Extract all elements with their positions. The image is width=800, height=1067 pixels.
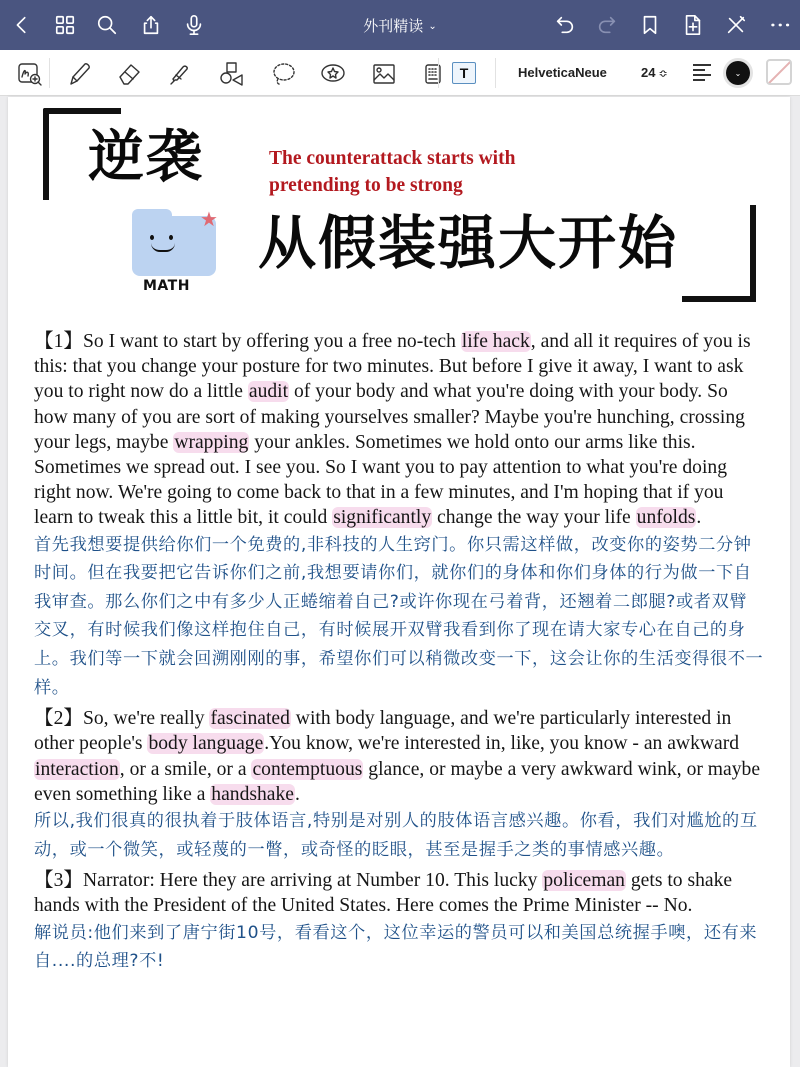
- text-segment: change the way your life: [432, 507, 636, 529]
- highlighted-vocabulary[interactable]: wrapping: [174, 431, 249, 453]
- highlighted-vocabulary[interactable]: significantly: [333, 507, 432, 529]
- paragraph-3: [34, 868, 764, 976]
- article-content: [34, 329, 764, 980]
- highlighted-vocabulary[interactable]: audit: [248, 381, 289, 403]
- highlighted-vocabulary[interactable]: fascinated: [210, 708, 290, 730]
- text-segment: glance, or maybe a very awkward wink, or maybe even something like a: [34, 758, 761, 805]
- image-tool-icon[interactable]: [370, 60, 398, 88]
- highlighted-vocabulary[interactable]: policeman: [543, 870, 625, 892]
- text-segment: So, we're really: [82, 708, 210, 730]
- text-color-picker[interactable]: [726, 61, 750, 85]
- chinese-translation: 首先我想要提供给你们一个免费的,非科技的人生窍门。你只需这样做，改变你的姿势二分钟时间。但在我要把它告诉你们之前,我想要请你们，就你们的身体和你们身体的行为做一下自我审查。那么你们之中有多少人正蜷缩着自己?或许你现在弓着背，还翘着二郎腿?或者双臂交叉，有时候我们像这样抱住自己，有时候展开双臂我看到你了现在请大家专心在自己的身上。我们等一下就会回溯刚刚的事，希望你们可以稍微改变一下，这会让你的生活变得很不一样。: [34, 534, 764, 698]
- eye-icon: [150, 235, 154, 240]
- english-text: [34, 868, 764, 918]
- chevron-down-icon: ⌄: [428, 21, 437, 32]
- highlighted-vocabulary[interactable]: life hack: [461, 331, 530, 352]
- sticker-tool-icon[interactable]: [319, 60, 347, 88]
- text-segment: .: [696, 507, 702, 529]
- toolbar-divider: [438, 58, 439, 88]
- chinese-translation: 解说员:他们来到了唐宁街10号，看看这个，这位幸运的警员可以和美国总统握手噢，还有来自....的总理?不!: [34, 922, 758, 972]
- text-segment: So I want to start by offering you a free no-tech: [82, 331, 461, 352]
- highlighted-vocabulary[interactable]: handshake: [211, 783, 294, 805]
- corner-bracket-bottom-right: [682, 205, 756, 302]
- text-segment: gets to shake hands with the President of the United States. Here comes the Prime Minister -- No.: [34, 870, 733, 917]
- highlighter-tool-icon[interactable]: [166, 60, 194, 88]
- text-align-icon[interactable]: [693, 64, 711, 80]
- title-chinese-secondary: 从假装强大开始: [258, 209, 679, 277]
- keyboard-tool-icon[interactable]: [419, 60, 447, 88]
- document-title[interactable]: [0, 15, 800, 36]
- font-size-value: 24: [641, 65, 656, 80]
- close-pen-icon[interactable]: [724, 13, 748, 37]
- paragraph-number: 【1】: [34, 331, 83, 352]
- more-icon[interactable]: [768, 13, 792, 37]
- text-segment: .You know, we're interested in, like, you know - an awkward: [264, 733, 740, 755]
- paragraph-number: 【3】: [34, 870, 83, 892]
- paragraph-2: [34, 706, 764, 864]
- toolbar-divider: [49, 58, 50, 88]
- highlighted-vocabulary[interactable]: body language: [148, 733, 264, 755]
- math-folder-sticker: [128, 198, 228, 298]
- zoom-window-tool-icon[interactable]: [16, 60, 44, 88]
- text-segment: .: [295, 783, 300, 805]
- title-english-line-1: The counterattack starts with: [269, 148, 516, 169]
- drawing-toolbar: [0, 50, 800, 96]
- eraser-tool-icon[interactable]: [116, 60, 144, 88]
- text-tool-button[interactable]: T: [452, 62, 476, 84]
- text-segment: Narrator: Here they are arriving at Number 10. This lucky: [82, 870, 543, 892]
- chevron-down-icon: ⌄: [734, 68, 742, 78]
- toolbar-divider: [495, 58, 496, 88]
- text-segment: , or a smile, or a: [119, 758, 252, 780]
- top-nav-bar: [0, 0, 800, 50]
- text-segment: of your body and what you're doing with your body. So how many of you are sort of making yourselves smaller? Maybe you're hunching, crossing your legs, maybe: [34, 381, 745, 453]
- stepper-icon: ≎: [658, 68, 668, 80]
- highlighted-vocabulary[interactable]: unfolds: [636, 507, 696, 529]
- document-title-text: 外刊精读: [363, 17, 424, 35]
- star-icon: ★: [200, 209, 218, 231]
- chinese-translation: 所以,我们很真的很执着于肢体语言,特别是对别人的肢体语言感兴趣。你看，我们对尴尬的互动，或一个微笑，或轻蔑的一瞥，或奇怪的眨眼，甚至是握手之类的事情感兴趣。: [34, 811, 758, 860]
- highlighted-vocabulary[interactable]: interaction: [35, 758, 119, 780]
- english-text: [34, 706, 764, 807]
- text-segment: your ankles. Sometimes we hold onto our arms like this. Sometimes we spread out. I see you. So I want you to pay attention to what you're doing right now. We're going to come back to that in a few minutes, and I'm hoping that if you learn to tweak this a little bit, it could: [34, 431, 727, 529]
- add-page-icon[interactable]: [681, 13, 705, 37]
- redo-icon[interactable]: [595, 13, 619, 37]
- font-family-selector[interactable]: HelveticaNeue: [518, 65, 607, 80]
- lasso-tool-icon[interactable]: [269, 60, 297, 88]
- paragraph-1: [34, 329, 764, 702]
- text-segment: , and all it requires of you is this: that you change your posture for two minutes. But before I give it away, I want to ask you to right now do a little: [34, 331, 751, 403]
- text-segment: with body language, and we're particularly interested in other people's: [34, 708, 732, 755]
- shapes-tool-icon[interactable]: [217, 60, 245, 88]
- fill-color-none-swatch[interactable]: [766, 59, 792, 85]
- english-text: [34, 329, 764, 531]
- title-english-line-2: pretending to be strong: [269, 175, 463, 196]
- eye-icon: [169, 235, 173, 240]
- font-size-stepper[interactable]: [641, 65, 668, 80]
- pen-tool-icon[interactable]: [66, 60, 94, 88]
- sticker-label: MATH: [143, 278, 190, 294]
- bookmark-icon[interactable]: [638, 13, 662, 37]
- title-english: [269, 145, 515, 199]
- paragraph-number: 【2】: [34, 708, 83, 730]
- title-chinese-primary: 逆袭: [88, 125, 204, 190]
- highlighted-vocabulary[interactable]: contemptuous: [252, 758, 363, 780]
- undo-icon[interactable]: [553, 13, 577, 37]
